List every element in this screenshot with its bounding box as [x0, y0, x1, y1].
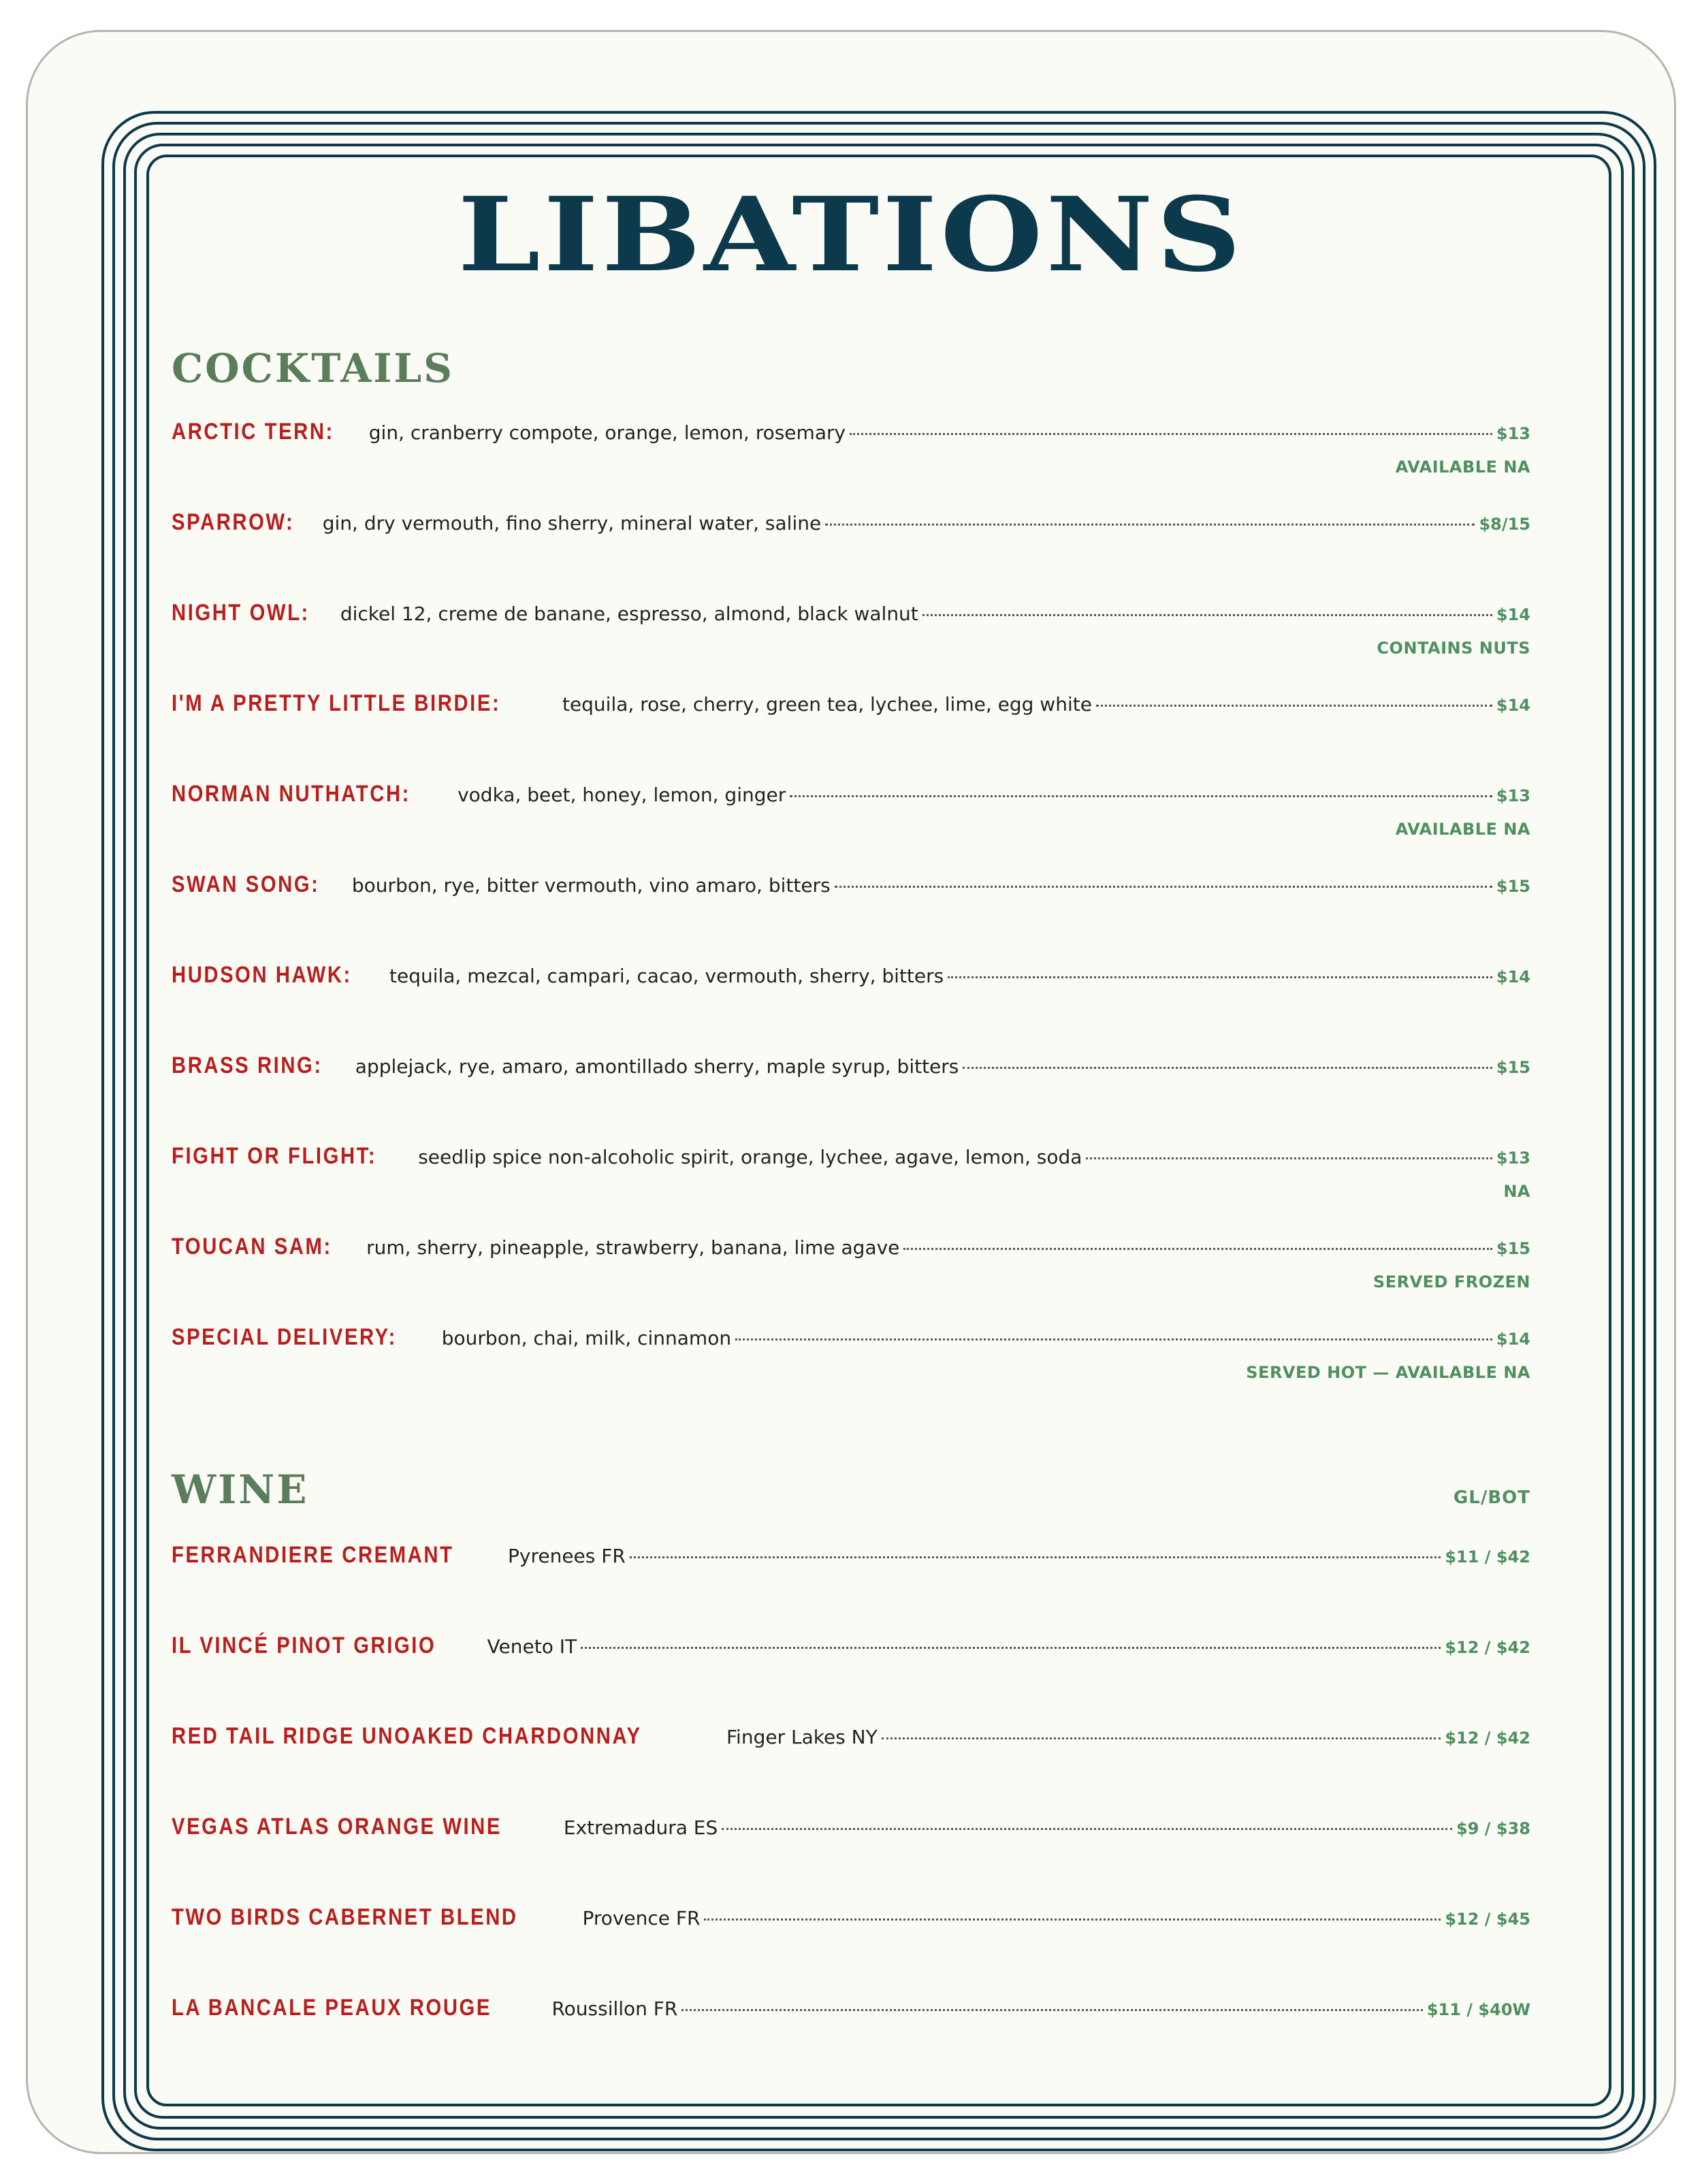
- cocktail-ingredients: applejack, rye, amaro, amontillado sherry, maple syrup, bitters: [355, 1055, 959, 1078]
- wine-price: $12 / $42: [1445, 1729, 1530, 1748]
- cocktail-item: [172, 871, 1530, 912]
- dot-leader: [581, 1647, 1441, 1649]
- dot-leader: [882, 1737, 1441, 1739]
- cocktail-item: [172, 690, 1530, 731]
- cocktail-item: [172, 962, 1530, 1003]
- cocktail-item: [172, 509, 1530, 550]
- cocktail-ingredients: gin, cranberry compote, orange, lemon, rosemary: [368, 421, 846, 444]
- wine-price: $12 / $42: [1445, 1638, 1530, 1657]
- wine-name: FERRANDIERE CREMANT: [172, 1542, 454, 1568]
- cocktail-ingredients: gin, dry vermouth, fino sherry, mineral water, saline: [322, 512, 822, 534]
- cocktail-ingredients: vodka, beet, honey, lemon, ginger: [457, 784, 786, 806]
- cocktail-price: $15: [1496, 1058, 1530, 1077]
- cocktail-ingredients: bourbon, rye, bitter vermouth, vino amaro, bitters: [351, 874, 831, 897]
- wine-region: Roussillon FR: [551, 1997, 678, 2020]
- cocktail-price: $14: [1496, 605, 1530, 624]
- wine-name: VEGAS ATLAS ORANGE WINE: [172, 1814, 502, 1840]
- cocktail-note: AVAILABLE NA: [1395, 457, 1530, 477]
- wine-heading: WINE: [172, 1466, 309, 1513]
- cocktail-name: NORMAN NUTHATCH:: [172, 781, 411, 807]
- cocktail-name: FIGHT OR FLIGHT:: [172, 1143, 377, 1169]
- dot-leader: [790, 795, 1492, 797]
- menu-title: LIBATIONS: [457, 175, 1245, 295]
- cocktail-item: [172, 1053, 1530, 1093]
- cocktail-item: [172, 781, 1530, 822]
- cocktail-name: TOUCAN SAM:: [172, 1234, 332, 1259]
- cocktail-ingredients: rum, sherry, pineapple, strawberry, banana, lime agave: [366, 1236, 900, 1259]
- cocktail-price: $8/15: [1479, 515, 1530, 534]
- dot-leader: [630, 1556, 1441, 1558]
- wine-price: $12 / $45: [1445, 1910, 1530, 1929]
- dot-leader: [835, 886, 1492, 888]
- wine-name: TWO BIRDS CABERNET BLEND: [172, 1904, 518, 1930]
- dot-leader: [825, 524, 1475, 526]
- cocktail-ingredients: seedlip spice non-alcoholic spirit, orange, lychee, agave, lemon, soda: [418, 1146, 1082, 1168]
- dot-leader: [704, 1918, 1441, 1921]
- dot-leader: [903, 1248, 1492, 1250]
- wine-region: Veneto IT: [487, 1635, 577, 1658]
- cocktail-item: [172, 419, 1530, 460]
- wine-region: Pyrenees FR: [508, 1545, 626, 1567]
- wine-region: Extremadura ES: [563, 1816, 718, 1839]
- dot-leader: [948, 976, 1492, 978]
- cocktail-name: I'M A PRETTY LITTLE BIRDIE:: [172, 690, 501, 716]
- cocktail-note: SERVED HOT — AVAILABLE NA: [1246, 1363, 1530, 1382]
- cocktail-name: BRASS RING:: [172, 1053, 323, 1078]
- cocktail-price: $15: [1496, 1239, 1530, 1258]
- wine-item: [172, 1814, 1530, 1854]
- cocktail-note: AVAILABLE NA: [1395, 820, 1530, 839]
- dot-leader: [722, 1828, 1452, 1830]
- dot-leader: [963, 1067, 1492, 1069]
- wine-name: IL VINCÉ PINOT GRIGIO: [172, 1633, 436, 1658]
- cocktails-heading: COCKTAILS: [172, 345, 455, 391]
- cocktail-name: SPARROW:: [172, 509, 295, 535]
- wine-price: $11 / $42: [1445, 1547, 1530, 1567]
- dot-leader: [1096, 705, 1492, 707]
- dot-leader: [922, 614, 1492, 616]
- dot-leader: [850, 433, 1492, 435]
- cocktail-name: SWAN SONG:: [172, 871, 320, 897]
- cocktail-item: [172, 1143, 1530, 1184]
- cocktail-item: [172, 1234, 1530, 1274]
- cocktail-price: $13: [1496, 786, 1530, 805]
- wine-price-column-label: GL/BOT: [1453, 1488, 1530, 1508]
- wine-name: RED TAIL RIDGE UNOAKED CHARDONNAY: [172, 1723, 642, 1749]
- dot-leader: [681, 2009, 1422, 2011]
- cocktail-price: $14: [1496, 696, 1530, 715]
- cocktail-ingredients: tequila, rose, cherry, green tea, lychee, lime, egg white: [562, 693, 1092, 716]
- wine-item: [172, 1633, 1530, 1673]
- wine-price: $11 / $40W: [1426, 2000, 1530, 2019]
- cocktail-ingredients: tequila, mezcal, campari, cacao, vermouth, sherry, bitters: [389, 965, 944, 987]
- cocktail-price: $14: [1496, 1330, 1530, 1349]
- cocktail-ingredients: bourbon, chai, milk, cinnamon: [441, 1327, 732, 1349]
- cocktail-name: NIGHT OWL:: [172, 600, 310, 626]
- wine-price: $9 / $38: [1456, 1819, 1530, 1838]
- cocktail-name: ARCTIC TERN:: [172, 419, 334, 445]
- cocktail-price: $14: [1496, 967, 1530, 986]
- cocktail-note: CONTAINS NUTS: [1377, 639, 1530, 658]
- cocktail-ingredients: dickel 12, creme de banane, espresso, almond, black walnut: [340, 603, 918, 625]
- wine-item: [172, 1542, 1530, 1583]
- cocktail-item: [172, 600, 1530, 641]
- wine-item: [172, 1904, 1530, 1945]
- wine-item: [172, 1723, 1530, 1764]
- cocktail-name: HUDSON HAWK:: [172, 962, 352, 988]
- wine-item: [172, 1995, 1530, 2036]
- wine-region: Provence FR: [582, 1907, 701, 1929]
- cocktail-note: SERVED FROZEN: [1372, 1272, 1530, 1291]
- wine-name: LA BANCALE PEAUX ROUGE: [172, 1995, 492, 2021]
- cocktail-price: $13: [1496, 1149, 1530, 1168]
- cocktail-note: NA: [1503, 1182, 1530, 1201]
- wine-region: Finger Lakes NY: [726, 1726, 878, 1748]
- cocktail-item: [172, 1324, 1530, 1365]
- cocktail-price: $15: [1496, 877, 1530, 896]
- cocktail-price: $13: [1496, 424, 1530, 443]
- dot-leader: [735, 1338, 1492, 1340]
- cocktail-name: SPECIAL DELIVERY:: [172, 1324, 397, 1350]
- dot-leader: [1086, 1157, 1492, 1159]
